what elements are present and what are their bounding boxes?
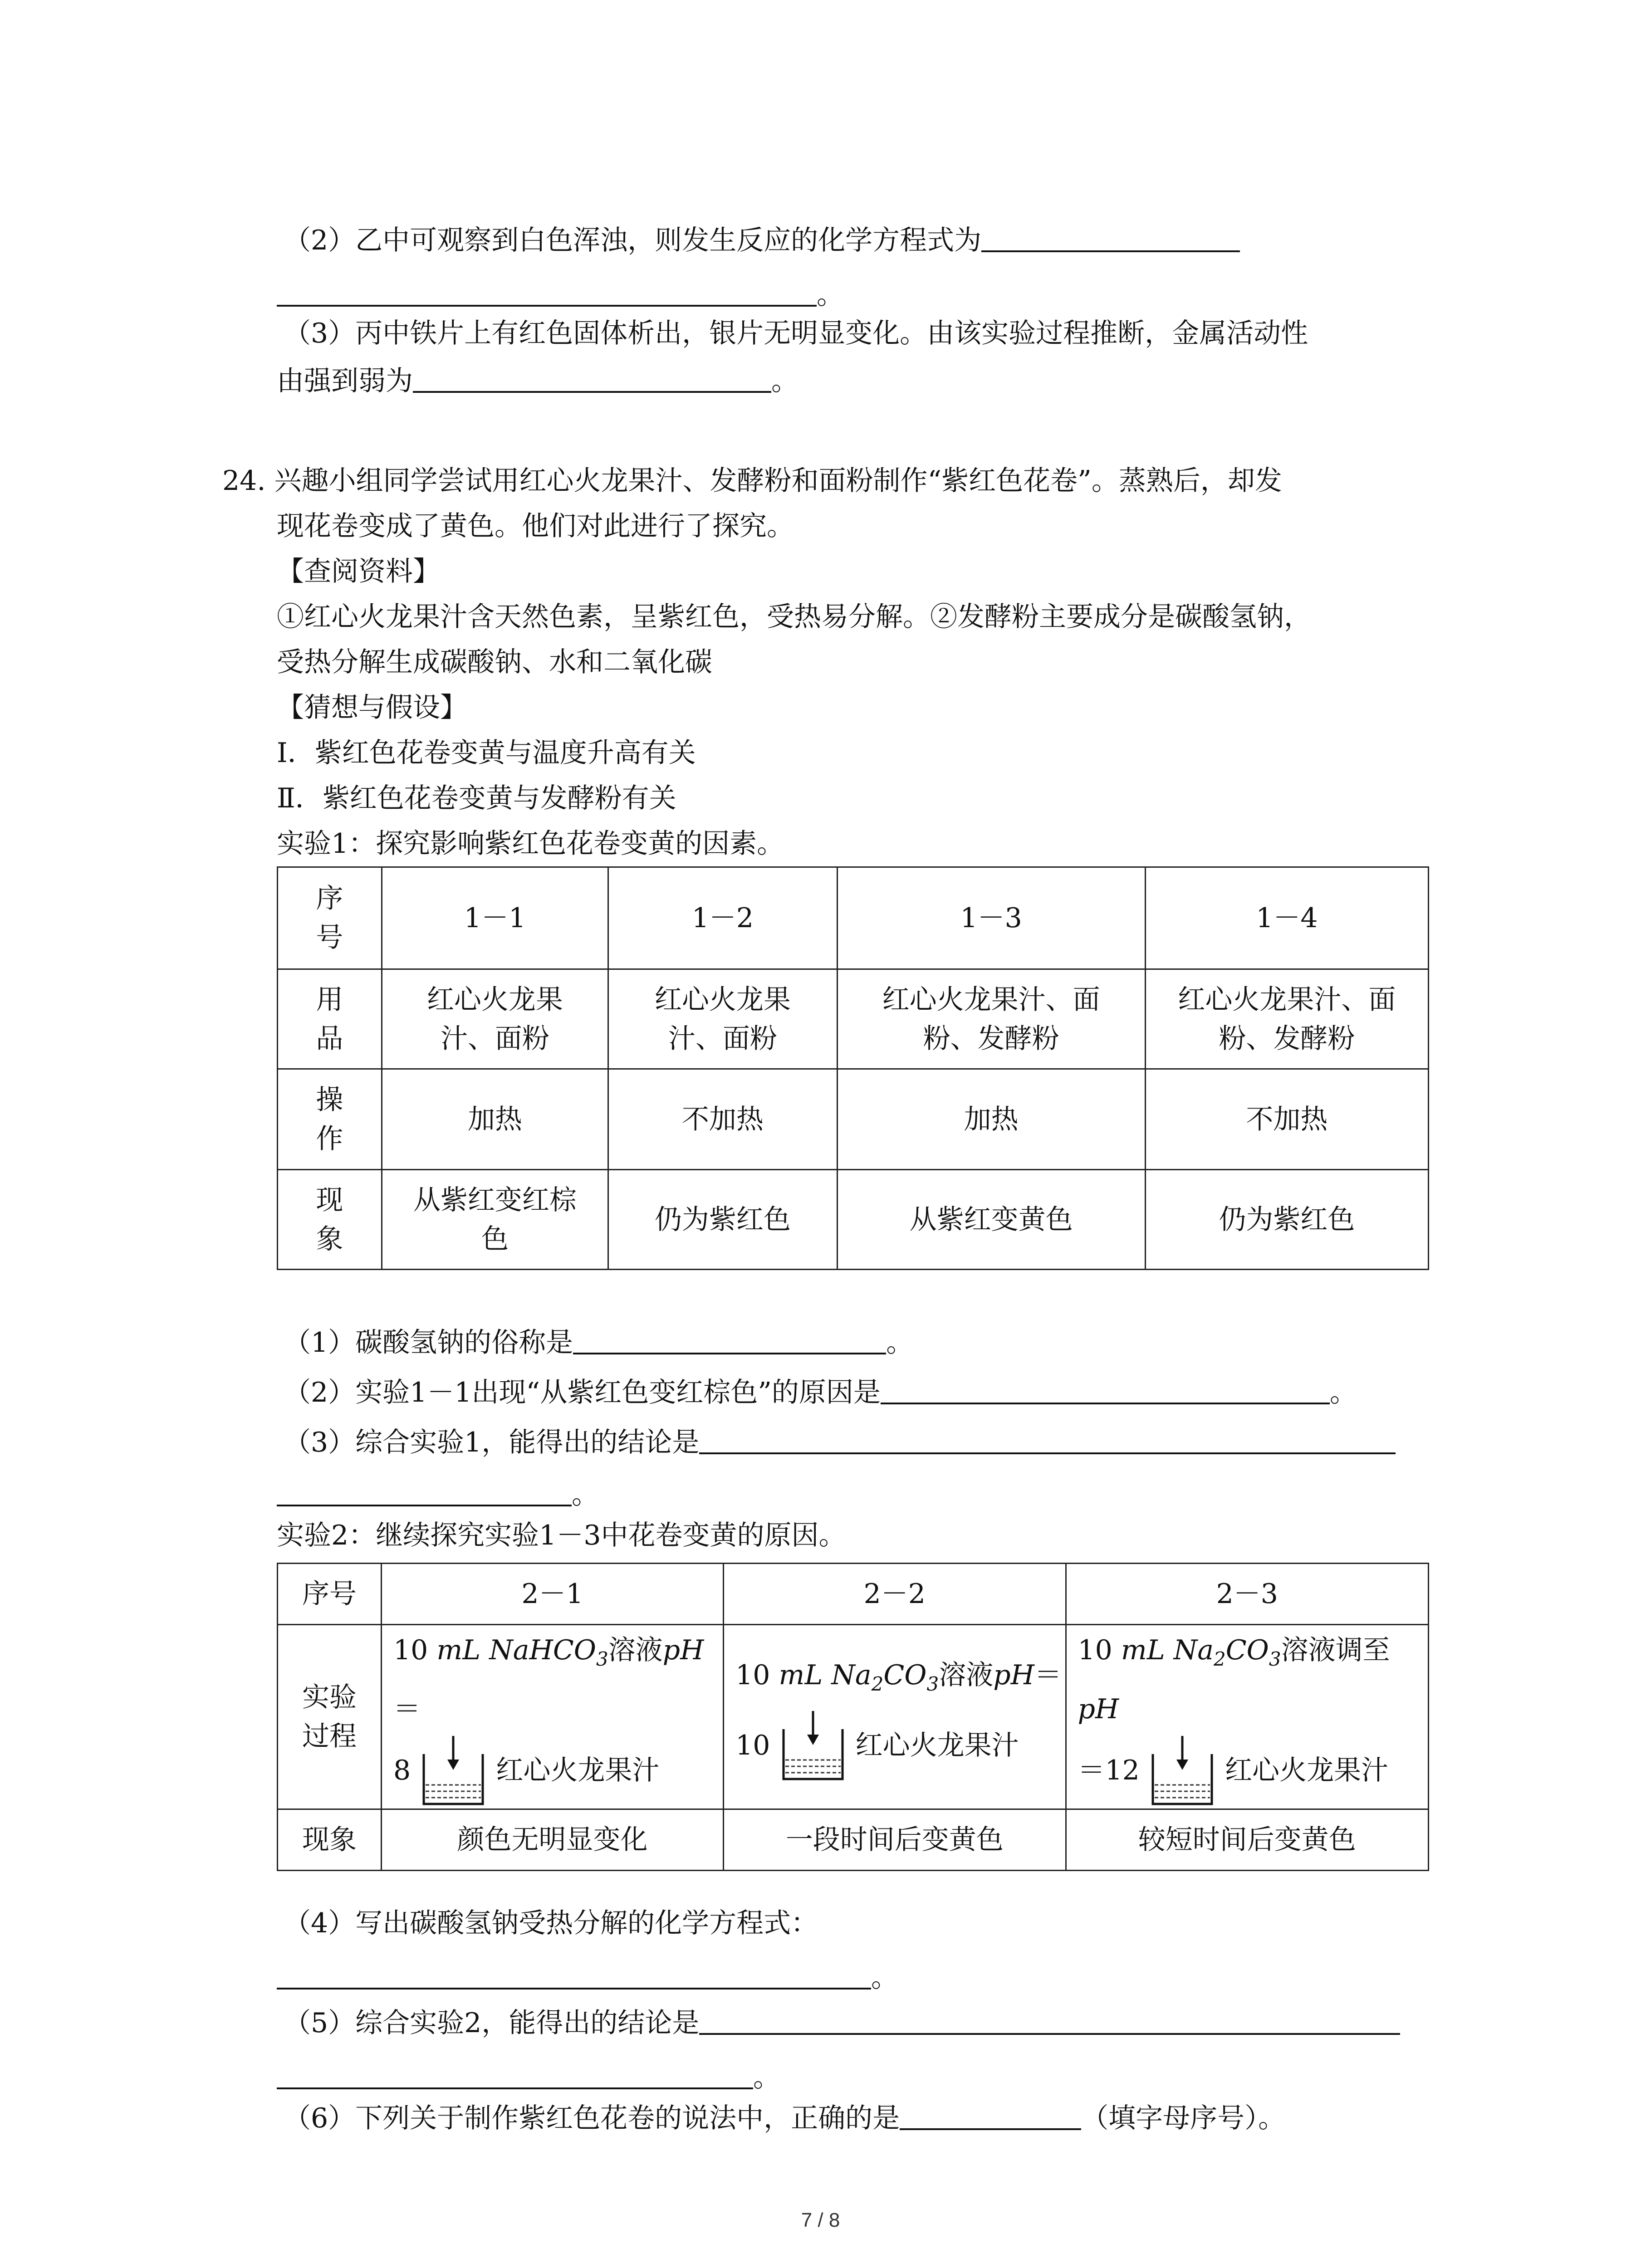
table-row: 用 品 红心火龙果 汁、面粉 红心火龙果 汁、面粉 红心火龙果汁、面 粉、发酵粉 红心火龙果汁、面 粉、发酵粉 <box>278 969 1429 1069</box>
process-2-2: 10 mL $Na_2CO_3$溶液pH＝ 10 红心火龙果汁 <box>724 1625 1066 1809</box>
hypothesis-2: Ⅱ．紫红色花卷变黄与发酵粉有关 <box>277 782 676 814</box>
page-number: 7 / 8 <box>801 2209 840 2231</box>
beaker-icon <box>1148 1736 1216 1809</box>
question-4: （4）写出碳酸氢钠受热分解的化学方程式： <box>284 1907 818 1939</box>
row-header-phenomenon: 现 象 <box>278 1170 382 1270</box>
q24-intro-line2: 现花卷变成了黄色。他们对此进行了探究。 <box>277 510 794 542</box>
experiment1-table <box>277 866 1429 1270</box>
answer-blank[interactable] <box>277 1961 871 1989</box>
experiment1-title: 实验1：探究影响紫红色花卷变黄的因素。 <box>277 828 784 860</box>
table-row: 现 象 从紫红变红棕 色 仍为紫红色 从紫红变黄色 仍为紫红色 <box>278 1170 1429 1270</box>
row-header-operation: 操 作 <box>278 1069 382 1170</box>
question-3-line2: 由强到弱为 。 <box>277 365 798 397</box>
answer-blank[interactable] <box>881 1376 1330 1404</box>
question-2-continuation: 。 <box>277 277 844 313</box>
answer-blank[interactable] <box>277 279 817 307</box>
col-1-2: 1－2 <box>608 867 837 969</box>
experiment2-title: 实验2：继续探究实验1－3中花卷变黄的原因。 <box>277 1520 846 1551</box>
question-5-continuation: 。 <box>277 2059 780 2096</box>
col-1-4: 1－4 <box>1145 867 1428 969</box>
beaker-icon <box>419 1736 487 1809</box>
row-header-materials: 用 品 <box>278 969 382 1069</box>
question-5: （5）综合实验2，能得出的结论是 <box>284 2005 1400 2041</box>
answer-blank[interactable] <box>900 2102 1081 2130</box>
hypothesis-1: Ⅰ．紫红色花卷变黄与温度升高有关 <box>277 737 696 769</box>
hypothesis-title: 【猜想与假设】 <box>277 692 467 723</box>
answer-blank[interactable] <box>699 2007 1400 2035</box>
question-2: （2）乙中可观察到白色浑浊，则发生反应的化学方程式为 <box>284 222 1240 259</box>
answer-blank[interactable] <box>573 1326 886 1354</box>
table-row: 操 作 加热 不加热 加热 不加热 <box>278 1069 1429 1170</box>
reference-line1: ①红心火龙果汁含天然色素，呈紫红色，受热易分解。②发酵粉主要成分是碳酸氢钠， <box>277 601 1311 633</box>
process-2-3: 10 mL $Na_2CO_3$溶液调至pH ＝12 红心火龙果汁 <box>1066 1625 1429 1809</box>
answer-blank[interactable] <box>413 365 771 393</box>
table-row <box>278 867 1429 969</box>
row-header-seq: 序 号 <box>278 867 382 969</box>
question-6: （6）下列关于制作紫红色花卷的说法中，正确的是 （填字母序号）。 <box>284 2102 1286 2134</box>
question-3b: （3）综合实验1，能得出的结论是 <box>284 1424 1396 1461</box>
question-4-continuation: 。 <box>277 1960 898 1996</box>
col-1-1: 1－1 <box>382 867 608 969</box>
q24-intro-line1: 24. 兴趣小组同学尝试用红心火龙果汁、发酵粉和面粉制作“紫红色花卷”。蒸熟后，却发 <box>222 465 1282 497</box>
reference-line2: 受热分解生成碳酸钠、水和二氧化碳 <box>277 646 712 678</box>
question-3-line1: （3）丙中铁片上有红色固体析出，银片无明显变化。由该实验过程推断，金属活动性 <box>284 318 1308 349</box>
experiment2-table <box>277 1563 1429 1871</box>
process-2-1: 10 mL NaHCO$_3$溶液pH＝ 8 红心火龙果汁 <box>381 1625 723 1809</box>
question-1: （1）碳酸氢钠的俗称是 。 <box>284 1327 914 1359</box>
table-row: 实验 过程 10 mL NaHCO$_3$溶液pH＝ 8 红心火龙果汁 10 mL $Na_2CO_3$溶液pH＝ 10 红心火龙果汁 10 mL $Na_2CO_3$溶液调至pH ＝12 红心火龙果汁 <box>278 1625 1429 1809</box>
table-row: 现象 颜色无明显变化 一段时间后变黄色 较短时间后变黄色 <box>278 1809 1429 1871</box>
answer-blank[interactable] <box>277 1478 572 1506</box>
answer-blank[interactable] <box>699 1426 1396 1454</box>
col-1-3: 1－3 <box>837 867 1145 969</box>
question-2b: （2）实验1－1出现“从紫红色变红棕色”的原因是 。 <box>284 1377 1357 1408</box>
answer-blank[interactable] <box>981 224 1240 252</box>
reference-title: 【查阅资料】 <box>277 556 440 587</box>
beaker-icon <box>779 1711 847 1784</box>
answer-blank[interactable] <box>277 2061 753 2089</box>
table-row: 序号 2－1 2－2 2－3 <box>278 1564 1429 1625</box>
question-3b-continuation: 。 <box>277 1476 599 1513</box>
